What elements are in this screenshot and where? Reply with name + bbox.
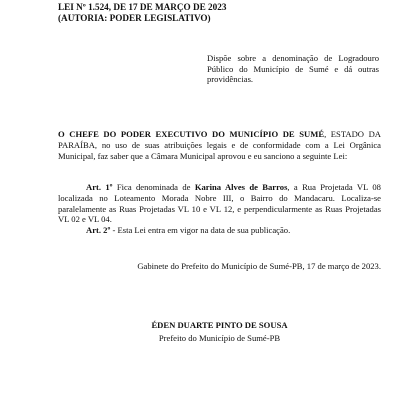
article-1 [58, 182, 381, 225]
law-preamble [58, 129, 381, 161]
article-1-text-after: , a Rua Projetada VL 08 localizada no Loteamento Morada Nobre III, o Bairro do Mandacaru. Localiza-se paralelamente as Ruas Projetadas VL 10 e VL 12, e perpendicularmente as Ruas Projetadas VL 02 e VL 04. [58, 182, 381, 225]
article-2-label: Art. 2º [86, 225, 111, 235]
law-authorship: (AUTORIA: PODER LEGISLATIVO) [58, 12, 211, 23]
article-1-label: Art. 1º [86, 182, 113, 192]
signatory-block [58, 320, 381, 344]
article-1-honoree: Karina Alves de Barros [194, 182, 288, 192]
article-2-text: - Esta Lei entra em vigor na data de sua publicação. [110, 225, 291, 235]
preamble-text: , ESTADO DA PARAÍBA, no uso de suas atribuições legais e de conformidade com a Lei Orgânica Municipal, faz saber que a Câmara Municipal aprovou e eu sanciono a seguinte Lei: [58, 129, 381, 161]
preamble-lead: O CHEFE DO PODER EXECUTIVO DO MUNICÍPIO DE SUMÉ [58, 129, 325, 139]
article-1-text-before: Fica denominada de [112, 182, 195, 192]
law-header [58, 2, 226, 23]
law-ementa: Dispõe sobre a denominação de Logradouro Público do Município de Sumé e dá outras providências. [207, 53, 379, 85]
signing-place: Gabinete do Prefeito do Município de Sumé-PB, 17 de março de 2023. [137, 261, 381, 271]
law-number: LEI Nº 1.524, DE 17 DE MARÇO DE 2023 [58, 2, 227, 12]
signatory-role: Prefeito do Município de Sumé-PB [158, 333, 281, 344]
signatory-name: ÉDEN DUARTE PINTO DE SOUSA [151, 320, 288, 330]
article-2 [58, 225, 381, 236]
